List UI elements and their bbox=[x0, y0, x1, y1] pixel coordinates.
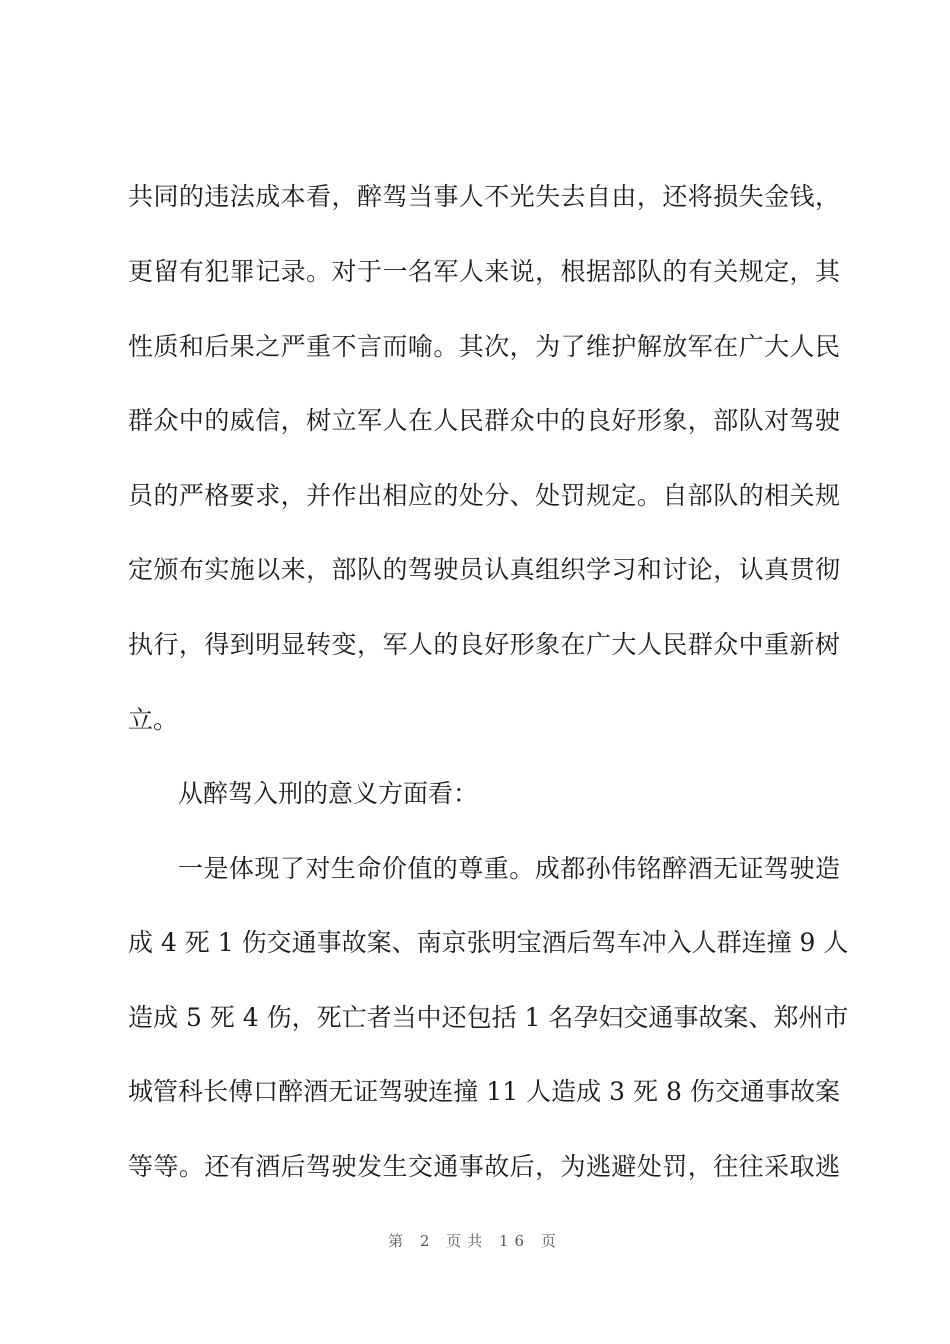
text-line-13: 城管科长傅口醉酒无证驾驶连撞 11 人造成 3 死 8 伤交通事故案 bbox=[128, 1077, 840, 1106]
text-line-10: 一是体现了对生命价值的尊重。成都孙伟铭醉酒无证驾驶造 bbox=[178, 854, 840, 883]
text-line-7: 执行，得到明显转变，军人的良好形象在广大人民群众中重新树 bbox=[128, 630, 840, 659]
text-line-12: 造成 5 死 4 伤，死亡者当中还包括 1 名孕妇交通事故案、郑州市 bbox=[128, 1003, 849, 1032]
text-line-1: 共同的违法成本看，醉驾当事人不光失去自由，还将损失金钱， bbox=[128, 182, 840, 211]
text-line-6: 定颁布实施以来，部队的驾驶员认真组织学习和讨论，认真贯彻 bbox=[128, 555, 840, 584]
text-line-4: 群众中的威信，树立军人在人民群众中的良好形象，部队对驾驶 bbox=[128, 406, 840, 435]
text-line-8: 立。 bbox=[128, 705, 179, 734]
text-line-5: 员的严格要求，并作出相应的处分、处罚规定。自部队的相关规 bbox=[128, 481, 840, 510]
page-number-footer: 第 2 页共 16 页 bbox=[388, 1232, 562, 1250]
text-line-14: 等等。还有酒后驾驶发生交通事故后，为逃避处罚，往往采取逃 bbox=[128, 1152, 840, 1181]
text-line-11: 成 4 死 1 伤交通事故案、南京张明宝酒后驾车冲入人群连撞 9 人 bbox=[128, 928, 849, 957]
paragraph-heading: 从醉驾入刑的意义方面看： bbox=[178, 779, 479, 808]
text-line-2: 更留有犯罪记录。对于一名军人来说，根据部队的有关规定，其 bbox=[128, 257, 840, 286]
text-line-3: 性质和后果之严重不言而喻。其次，为了维护解放军在广大人民 bbox=[128, 332, 840, 361]
